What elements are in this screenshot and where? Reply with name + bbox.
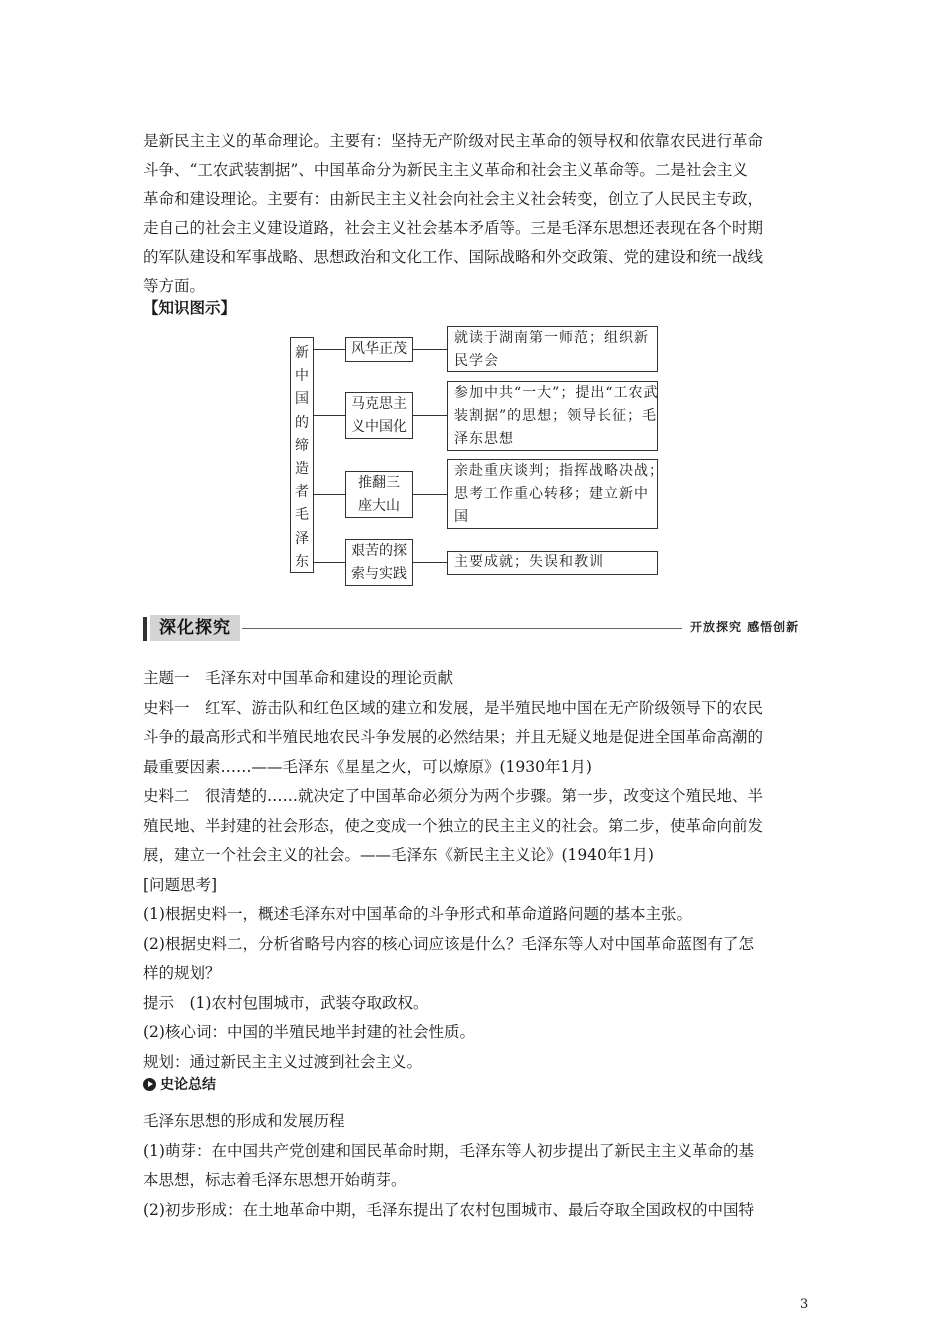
branch-label: 座大山 — [358, 498, 400, 514]
connector-line — [314, 562, 345, 563]
text-line: (2)核心词：中国的半殖民地半封建的社会性质。 — [143, 1023, 475, 1041]
text-line: (2)初步形成：在土地革命中期，毛泽东提出了农村包围城市、最后夺取全国政权的中国特 — [143, 1200, 754, 1219]
section-subtitle: 开放探究 感悟创新 — [690, 620, 800, 634]
connector-line — [314, 349, 345, 350]
text-line: 革命和建设理论。主要有：由新民主主义社会向社会主义社会转变，创立了人民民主专政， — [143, 190, 764, 208]
branch-label: 风华正茂 — [351, 341, 407, 357]
branch-label: 艰苦的探 — [351, 543, 407, 559]
root-char: 者 — [295, 484, 309, 501]
intro-paragraph — [143, 127, 813, 301]
text-line: 最重要因素……——毛泽东《星星之火，可以燎原》(1930年1月) — [143, 757, 592, 776]
text-line: [问题思考] — [143, 875, 218, 894]
root-char: 东 — [295, 553, 309, 570]
detail-box — [447, 381, 658, 451]
root-char: 缔 — [295, 437, 309, 454]
text-line: 走自己的社会主义建设道路，社会主义社会基本矛盾等。三是毛泽东思想还表现在各个时期 — [143, 219, 764, 237]
text-line: 主题一 毛泽东对中国革命和建设的理论贡献 — [143, 669, 454, 687]
detail-text: 国 — [454, 509, 469, 525]
text-line: 毛泽东思想的形成和发展历程 — [143, 1112, 345, 1130]
text-line: 等方面。 — [143, 277, 206, 295]
text-line: 展，建立一个社会主义的社会。——毛泽东《新民主主义论》(1940年1月) — [143, 846, 654, 864]
connector-line — [314, 494, 345, 495]
branch-label: 义中国化 — [351, 419, 407, 435]
branch-label: 马克思主 — [351, 396, 407, 412]
section-bar-accent — [143, 617, 147, 641]
detail-text: 民学会 — [454, 353, 499, 369]
connector-line — [413, 415, 447, 416]
detail-text: 就读于湖南第一师范；组织新 — [454, 330, 649, 346]
knowledge-diagram-heading: 【知识图示】 — [143, 298, 237, 317]
detail-text: 参加中共“一大”；提出“工农武 — [454, 385, 659, 401]
section-title: 深化探究 — [150, 615, 240, 641]
detail-text: 思考工作重心转移；建立新中 — [454, 486, 649, 502]
connector-line — [413, 562, 447, 563]
root-char: 中 — [295, 368, 309, 385]
root-char: 泽 — [295, 530, 309, 547]
detail-box — [447, 459, 664, 529]
text-line: 的军队建设和军事战略、思想政治和文化工作、国际战略和外交政策、党的建设和统一战线 — [143, 248, 764, 266]
root-char: 造 — [295, 461, 309, 478]
text-line: 本思想，标志着毛泽东思想开始萌芽。 — [143, 1171, 407, 1189]
root-char: 毛 — [295, 507, 309, 524]
root-char: 的 — [295, 414, 309, 431]
detail-text: 泽东思想 — [454, 431, 514, 447]
connector-line — [413, 349, 447, 350]
detail-text: 装割据”的思想；领导长征；毛 — [454, 408, 658, 424]
connector-line — [314, 415, 345, 416]
text-line: 史料一 红军、游击队和红色区域的建立和发展，是半殖民地中国在无产阶级领导下的农民 — [143, 698, 764, 717]
text-line: (1)根据史料一，概述毛泽东对中国革命的斗争形式和革命道路问题的基本主张。 — [143, 905, 692, 923]
detail-text: 亲赴重庆谈判；指挥战略决战； — [454, 463, 664, 479]
text-line: 斗争的最高形式和半殖民地农民斗争发展的必然结果；并且无疑义地是促进全国革命高潮的 — [143, 728, 764, 746]
text-line: 样的规划？ — [143, 964, 221, 982]
text-line: (2)根据史料二，分析省略号内容的核心词应该是什么？毛泽东等人对中国革命蓝图有了怎 — [143, 934, 754, 953]
text-line: 斗争、“工农武装割据”、中国革命分为新民主主义革命和社会主义革命等。二是社会主义 — [143, 161, 748, 179]
detail-box — [447, 551, 658, 575]
text-line: (1)萌芽：在中国共产党创建和国民革命时期，毛泽东等人初步提出了新民主主义革命的基 — [143, 1141, 754, 1160]
connector-line — [413, 494, 447, 495]
text-line: 殖民地、半封建的社会形态，使之变成一个独立的民主主义的社会。第二步，使革命向前发 — [143, 816, 764, 835]
text-line: 规划：通过新民主主义过渡到社会主义。 — [143, 1052, 423, 1071]
diagram-root-box — [290, 337, 314, 573]
detail-text: 主要成就；失误和教训 — [454, 554, 604, 570]
branch-box — [345, 337, 413, 362]
page-number: 3 — [800, 1297, 809, 1312]
branch-box — [345, 539, 413, 586]
branch-label: 索与实践 — [351, 566, 407, 582]
summary-heading — [143, 1074, 216, 1094]
text-line: 提示 (1)农村包围城市，武装夺取政权。 — [143, 993, 429, 1012]
inquiry-block — [143, 664, 818, 1077]
text-line: 是新民主主义的革命理论。主要有：坚持无产阶级对民主革命的领导权和依靠农民进行革命 — [143, 132, 764, 150]
summary-block — [143, 1107, 818, 1225]
detail-box — [447, 326, 658, 372]
section-divider — [242, 628, 682, 629]
root-char: 新 — [295, 345, 309, 361]
branch-label: 推翻三 — [358, 475, 400, 491]
summary-heading-label: 史论总结 — [160, 1077, 216, 1093]
root-char: 国 — [295, 391, 309, 408]
branch-box — [345, 471, 413, 518]
play-circle-icon — [143, 1078, 156, 1091]
text-line: 史料二 很清楚的……就决定了中国革命必须分为两个步骤。第一步，改变这个殖民地、半 — [143, 787, 764, 805]
branch-box — [345, 392, 413, 439]
